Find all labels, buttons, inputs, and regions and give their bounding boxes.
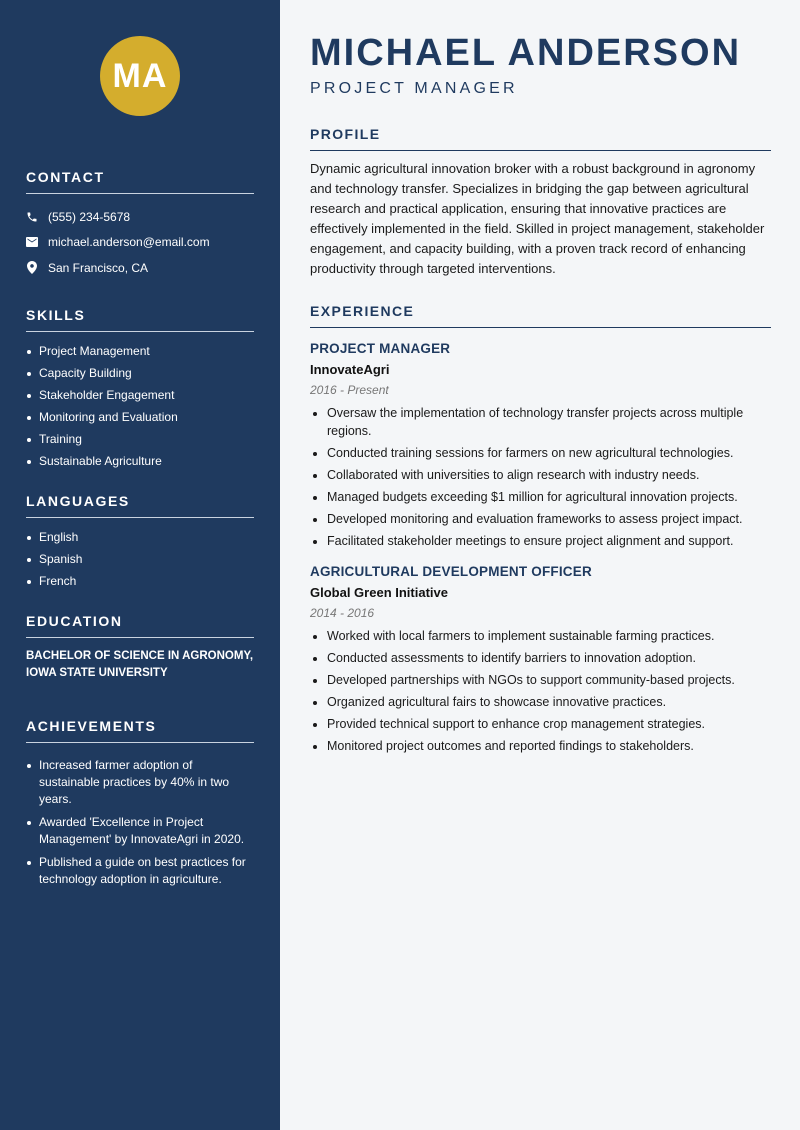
experience-heading: EXPERIENCE bbox=[310, 303, 771, 328]
contact-location bbox=[26, 255, 254, 281]
duty-item: Developed partnerships with NGOs to support community-based projects. bbox=[310, 672, 771, 690]
duty-item: Worked with local farmers to implement sustainable farming practices. bbox=[310, 628, 771, 646]
contact-heading: CONTACT bbox=[26, 169, 254, 194]
job-dates: 2016 - Present bbox=[310, 383, 389, 397]
phone-icon bbox=[26, 211, 38, 223]
achievements-heading: ACHIEVEMENTS bbox=[26, 718, 254, 743]
job-entry bbox=[310, 341, 771, 550]
language-item: French bbox=[26, 573, 254, 590]
language-item: Spanish bbox=[26, 551, 254, 568]
sidebar bbox=[0, 0, 280, 1130]
skill-item: Monitoring and Evaluation bbox=[26, 409, 254, 426]
duty-item: Monitored project outcomes and reported findings to stakeholders. bbox=[310, 738, 771, 756]
duty-item: Organized agricultural fairs to showcase innovative practices. bbox=[310, 694, 771, 712]
education-section bbox=[26, 613, 254, 682]
skills-section bbox=[26, 307, 254, 470]
language-item: English bbox=[26, 529, 254, 546]
contact-phone bbox=[26, 204, 254, 230]
skill-item: Capacity Building bbox=[26, 365, 254, 382]
skill-item: Sustainable Agriculture bbox=[26, 453, 254, 470]
phone-text: (555) 234-5678 bbox=[48, 209, 131, 224]
skill-item: Stakeholder Engagement bbox=[26, 387, 254, 404]
job-title: AGRICULTURAL DEVELOPMENT OFFICER bbox=[310, 564, 592, 579]
mail-icon bbox=[26, 236, 38, 248]
avatar: MA bbox=[100, 36, 180, 116]
achievement-item: Awarded 'Excellence in Project Management' by InnovateAgri in 2020. bbox=[26, 814, 254, 848]
job-entry bbox=[310, 564, 771, 756]
contact-email bbox=[26, 230, 254, 256]
degree-line-2: IOWA STATE UNIVERSITY bbox=[26, 666, 168, 679]
skill-item: Project Management bbox=[26, 343, 254, 360]
achievement-item: Increased farmer adoption of sustainable practices by 40% in two years. bbox=[26, 757, 254, 808]
degree bbox=[26, 648, 254, 682]
achievement-item: Published a guide on best practices for technology adoption in agriculture. bbox=[26, 854, 254, 888]
duty-item: Conducted training sessions for farmers on new agricultural technologies. bbox=[310, 445, 771, 463]
degree-line-1: BACHELOR OF SCIENCE IN AGRONOMY, bbox=[26, 649, 254, 662]
skill-item: Training bbox=[26, 431, 254, 448]
location-text: San Francisco, CA bbox=[48, 260, 149, 275]
education-heading: EDUCATION bbox=[26, 613, 254, 638]
main-content bbox=[310, 0, 771, 760]
duty-item: Provided technical support to enhance crop management strategies. bbox=[310, 716, 771, 734]
job-title: PROJECT MANAGER bbox=[310, 341, 451, 356]
duty-item: Developed monitoring and evaluation frameworks to assess project impact. bbox=[310, 511, 771, 529]
languages-heading: LANGUAGES bbox=[26, 493, 254, 518]
contact-section bbox=[26, 169, 254, 281]
profile-section bbox=[310, 126, 771, 279]
candidate-name: MICHAEL ANDERSON bbox=[310, 32, 742, 74]
job-dates: 2014 - 2016 bbox=[310, 606, 375, 620]
company-name: InnovateAgri bbox=[310, 362, 390, 377]
company-name: Global Green Initiative bbox=[310, 585, 448, 600]
duty-item: Oversaw the implementation of technology transfer projects across multiple regions. bbox=[310, 405, 771, 440]
profile-text: Dynamic agricultural innovation broker with a robust background in agronomy and technology transfer. Specializes in bridging the gap between agricultural research and practical application, ensuring that innovative practices are effectively implemented in the field. Skilled in project management, stakeholder engagement, and capacity building, with a proven track record of enhancing productivity through targeted interventions. bbox=[310, 161, 765, 276]
duty-item: Conducted assessments to identify barriers to innovation adoption. bbox=[310, 650, 771, 668]
duty-item: Facilitated stakeholder meetings to ensure project alignment and support. bbox=[310, 533, 771, 551]
languages-section bbox=[26, 493, 254, 590]
duty-item: Managed budgets exceeding $1 million for agricultural innovation projects. bbox=[310, 489, 771, 507]
profile-heading: PROFILE bbox=[310, 126, 771, 151]
email-link[interactable]: michael.anderson@email.com bbox=[48, 235, 210, 250]
skills-heading: SKILLS bbox=[26, 307, 254, 332]
experience-section bbox=[310, 303, 771, 756]
duty-item: Collaborated with universities to align research with industry needs. bbox=[310, 467, 771, 485]
candidate-title: PROJECT MANAGER bbox=[310, 80, 518, 97]
location-pin-icon bbox=[26, 262, 38, 274]
achievements-section bbox=[26, 718, 254, 888]
